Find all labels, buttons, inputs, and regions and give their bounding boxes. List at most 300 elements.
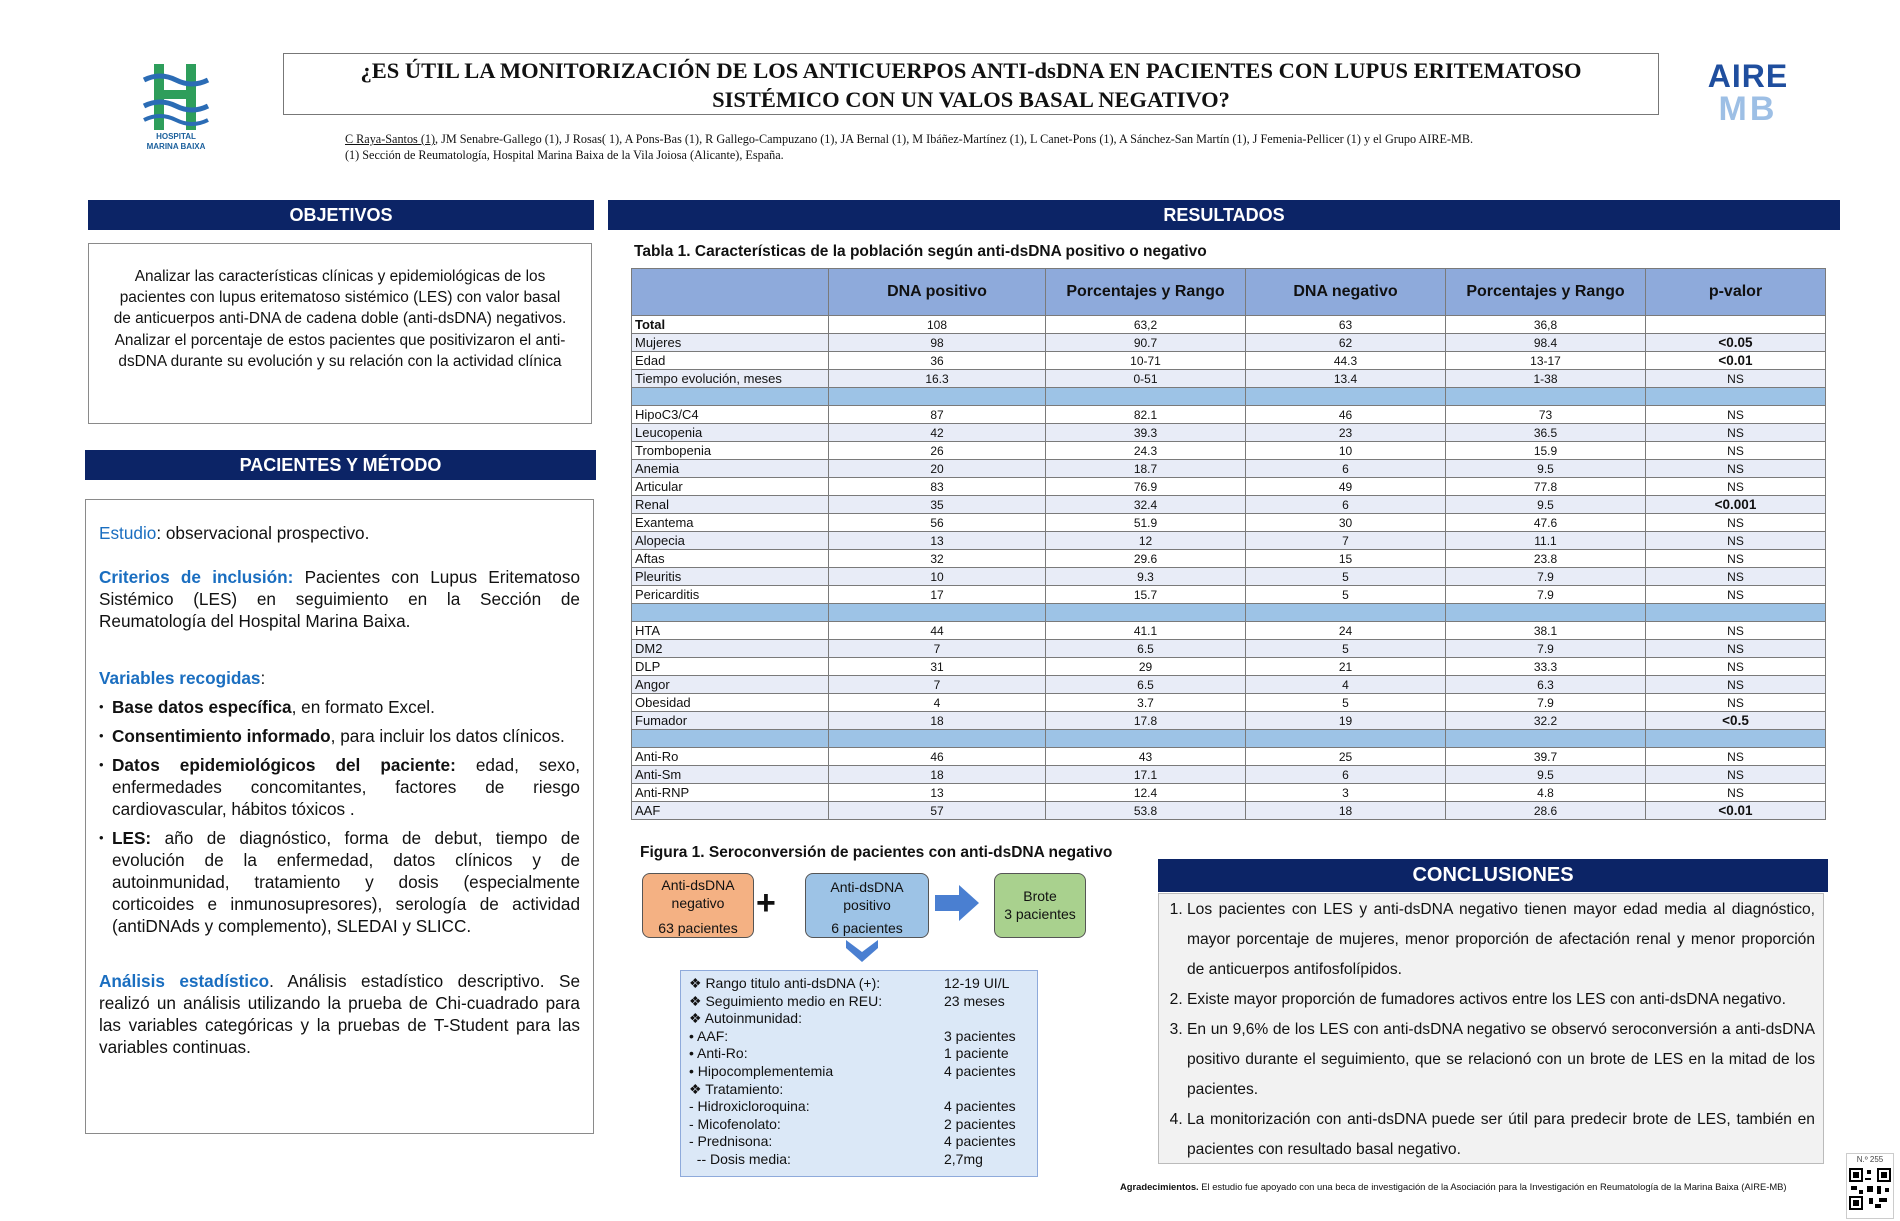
estudio-line (99, 522, 580, 544)
bullet-text: edad, sexo, enfermedades concomitantes, factores de riesgo cardiovascular, hábitos tóxicos . (112, 755, 580, 819)
table-cell: 53.8 (1046, 802, 1246, 820)
detail-row (689, 993, 1029, 1011)
detail-row (689, 1010, 1029, 1028)
detail-row (689, 1045, 1029, 1063)
table-cell: 57 (829, 802, 1046, 820)
author-first: C Raya-Santos (1) (345, 132, 436, 146)
table-cell: 31 (829, 658, 1046, 676)
table-cell: 36 (829, 352, 1046, 370)
table-cell: 23.8 (1446, 550, 1646, 568)
detail-key: - Micofenolato: (689, 1115, 781, 1132)
aire-logo-top: AIRE (1707, 58, 1789, 94)
detail-key: - Hidroxicloroquina: (689, 1098, 810, 1115)
row-label-cell: Pericarditis (632, 586, 829, 604)
table-cell: 1-38 (1446, 370, 1646, 388)
detail-value: 4 pacientes (944, 1098, 1016, 1115)
table-cell: 13 (829, 532, 1046, 550)
table-row (632, 640, 1826, 658)
table-cell: 9.3 (1046, 568, 1246, 586)
table-cell: NS (1646, 694, 1826, 712)
box-line: negativo (671, 895, 725, 911)
table-row (632, 316, 1826, 334)
table-cell: NS (1646, 424, 1826, 442)
conclusiones-panel (1158, 893, 1824, 1164)
box-line: 6 pacientes (831, 920, 903, 936)
table-cell: 36,8 (1446, 316, 1646, 334)
row-label-cell: Anti-RNP (632, 784, 829, 802)
objetivos-panel (88, 243, 592, 424)
table-row (632, 442, 1826, 460)
row-label-cell: Total (632, 316, 829, 334)
poster-number: N.º 255 (1856, 1155, 1884, 1164)
column-header: DNA positivo (829, 269, 1046, 316)
table-cell: 4.8 (1446, 784, 1646, 802)
box-brote (994, 873, 1086, 938)
table-cell: 29 (1046, 658, 1246, 676)
row-label-cell: Anemia (632, 460, 829, 478)
table-cell: 76.9 (1046, 478, 1246, 496)
box-line: Brote (1023, 888, 1057, 904)
table-cell: 7 (1246, 532, 1446, 550)
poster-title (283, 53, 1659, 115)
table-cell: 90.7 (1046, 334, 1246, 352)
table-cell: 108 (829, 316, 1046, 334)
table-cell: NS (1646, 370, 1826, 388)
table-cell: 4 (829, 694, 1046, 712)
table-row (632, 586, 1826, 604)
table-cell: 7.9 (1446, 694, 1646, 712)
detail-value: 4 pacientes (944, 1062, 1016, 1079)
variables-colon: : (260, 668, 266, 688)
row-label-cell: Edad (632, 352, 829, 370)
detail-value: 12-19 UI/L (944, 975, 1010, 991)
detail-key: -- Dosis media: (689, 1150, 791, 1167)
qr-badge (1846, 1153, 1894, 1219)
variables-heading (99, 667, 580, 689)
detail-row (689, 1133, 1029, 1151)
column-header: Porcentajes y Rango (1046, 269, 1246, 316)
row-label-cell: DLP (632, 658, 829, 676)
table-cell (829, 730, 1046, 748)
criterios-label: Criterios de inclusión: (99, 567, 294, 587)
table-cell (1046, 604, 1246, 622)
table-cell: 36.5 (1446, 424, 1646, 442)
table-row (632, 784, 1826, 802)
table-cell: 63,2 (1046, 316, 1246, 334)
variables-label: Variables recogidas (99, 668, 261, 688)
acknowledgements (1120, 1181, 1840, 1192)
table-cell: 28.6 (1446, 802, 1646, 820)
table-caption: Tabla 1. Características de la población según anti-dsDNA positivo o negativo (634, 243, 1207, 260)
table-cell: 98.4 (1446, 334, 1646, 352)
table-cell: 44.3 (1246, 352, 1446, 370)
detail-row (689, 1063, 1029, 1081)
table-cell: NS (1646, 442, 1826, 460)
table-separator-row (632, 388, 1826, 406)
table-row (632, 406, 1826, 424)
table-cell: NS (1646, 550, 1826, 568)
table-cell (1246, 730, 1446, 748)
detail-value: 1 paciente (944, 1045, 1009, 1062)
authors (345, 131, 1645, 163)
table-separator-row (632, 604, 1826, 622)
estudio-text: : observacional prospectivo. (156, 523, 370, 543)
table-cell: 9.5 (1446, 766, 1646, 784)
table-cell: 6 (1246, 766, 1446, 784)
table-cell: 10-71 (1046, 352, 1246, 370)
table-cell: 44 (829, 622, 1046, 640)
conclusion-item: 1. Los pacientes con LES y anti-dsDNA negativo tienen mayor edad media al diagnóstico, mayor porcentaje de mujeres, menor proporción de afectación renal y menor proporción de anticuerpos antifosfolípidos. (1187, 895, 1815, 985)
conclusion-item: 4. La monitorización con anti-dsDNA puede ser útil para predecir brote de LES, también en pacientes con resultado basal negativo. (1187, 1105, 1815, 1165)
table-cell: 18 (829, 766, 1046, 784)
table-cell: 9.5 (1446, 460, 1646, 478)
table-cell: <0.001 (1646, 496, 1826, 514)
table-row (632, 460, 1826, 478)
box-anti-dsdna-negativo (642, 873, 754, 938)
detail-row (689, 1151, 1029, 1169)
table-cell: 17.1 (1046, 766, 1246, 784)
table-cell: 47.6 (1446, 514, 1646, 532)
table-cell (1246, 388, 1446, 406)
box-line: 63 pacientes (658, 920, 738, 936)
arrow-right-icon (935, 883, 979, 928)
conclusion-item: 2. Existe mayor proporción de fumadores activos entre los LES con anti-dsDNA negativo. (1187, 985, 1815, 1015)
table-cell: 46 (1246, 406, 1446, 424)
table-cell: NS (1646, 568, 1826, 586)
table-cell: NS (1646, 460, 1826, 478)
table-cell: 46 (829, 748, 1046, 766)
row-label-cell: Aftas (632, 550, 829, 568)
bullet-bold: Consentimiento informado (112, 726, 331, 746)
table-row (632, 622, 1826, 640)
detail-key: - Prednisona: (689, 1133, 773, 1150)
bullet-bold: LES: (112, 828, 152, 848)
table-cell: NS (1646, 514, 1826, 532)
row-label-cell: Angor (632, 676, 829, 694)
table-row (632, 802, 1826, 820)
figure-caption: Figura 1. Seroconversión de pacientes con anti-dsDNA negativo (640, 844, 1113, 861)
row-label-cell: Obesidad (632, 694, 829, 712)
table-cell: NS (1646, 766, 1826, 784)
bullet-text: , para incluir los datos clínicos. (330, 726, 565, 746)
detail-key: ❖ Autoinmunidad: (689, 1010, 802, 1027)
table-cell: 43 (1046, 748, 1246, 766)
table-cell: 13-17 (1446, 352, 1646, 370)
table-header-row (632, 269, 1826, 316)
row-label-cell (632, 388, 829, 406)
table-cell: 13 (829, 784, 1046, 802)
table-cell: 6.3 (1446, 676, 1646, 694)
table-cell: NS (1646, 658, 1826, 676)
table-row (632, 694, 1826, 712)
detail-key: ❖ Rango titulo anti-dsDNA (+): (689, 975, 881, 991)
box-line: positivo (843, 897, 891, 913)
table-cell: 13.4 (1246, 370, 1446, 388)
table-separator-row (632, 730, 1826, 748)
detail-value: 2,7mg (944, 1150, 983, 1167)
row-label-cell (632, 604, 829, 622)
aire-mb-logo (1700, 60, 1796, 130)
table-cell: 26 (829, 442, 1046, 460)
detail-key: ❖ Tratamiento: (689, 1080, 784, 1097)
table-cell: 18 (829, 712, 1046, 730)
detail-value: 23 meses (944, 992, 1005, 1009)
detail-key: • Hipocomplementemia (689, 1062, 834, 1079)
table-row (632, 478, 1826, 496)
table-cell: 87 (829, 406, 1046, 424)
conclusiones-list (1167, 895, 1815, 1165)
table-cell: 10 (1246, 442, 1446, 460)
detail-key: • AAF: (689, 1027, 729, 1044)
conclusion-item: 3. En un 9,6% de los LES con anti-dsDNA negativo se observó seroconversión a anti-dsDNA positivo durante el seguimiento, que se relacionó con un brote de LES en la mitad de los pacientes. (1187, 1015, 1815, 1105)
bullet-item (99, 754, 580, 820)
detail-key: • Anti-Ro: (689, 1045, 748, 1062)
table-cell (829, 604, 1046, 622)
box-line: Anti-dsDNA (661, 877, 735, 893)
hospital-logo-text: HOSPITAL MARINA BAIXA (146, 132, 206, 151)
bullet-item (99, 827, 580, 937)
table-cell: 41.1 (1046, 622, 1246, 640)
detail-value: 3 pacientes (944, 1027, 1016, 1044)
row-label-cell: AAF (632, 802, 829, 820)
table-cell: 24.3 (1046, 442, 1246, 460)
table-cell: 15.9 (1446, 442, 1646, 460)
row-label-cell: Anti-Ro (632, 748, 829, 766)
table-cell: 11.1 (1446, 532, 1646, 550)
table-cell: 7.9 (1446, 568, 1646, 586)
table-cell: 7 (829, 676, 1046, 694)
table-cell: 10 (829, 568, 1046, 586)
table-cell: 23 (1246, 424, 1446, 442)
column-header: Porcentajes y Rango (1446, 269, 1646, 316)
bullet-item (99, 725, 580, 747)
table-cell: 38.1 (1446, 622, 1646, 640)
table-cell: NS (1646, 478, 1826, 496)
bullet-item (99, 696, 580, 718)
table-body (632, 316, 1826, 820)
table-cell (1446, 604, 1646, 622)
table-cell: 0-51 (1046, 370, 1246, 388)
criterios-para (99, 566, 580, 632)
qr-code-icon (1849, 1168, 1891, 1210)
column-header-blank (632, 269, 829, 316)
table-cell: 21 (1246, 658, 1446, 676)
table-cell: 77.8 (1446, 478, 1646, 496)
table-cell: 7.9 (1446, 586, 1646, 604)
affiliation: (1) Sección de Reumatología, Hospital Marina Baixa de la Vila Joiosa (Alicante), España. (345, 148, 784, 162)
table-cell: 51.9 (1046, 514, 1246, 532)
table-cell: 98 (829, 334, 1046, 352)
table-cell: 3.7 (1046, 694, 1246, 712)
row-label-cell: Mujeres (632, 334, 829, 352)
table-row (632, 424, 1826, 442)
table-cell: 5 (1246, 568, 1446, 586)
table-cell (1246, 604, 1446, 622)
table-cell: 62 (1246, 334, 1446, 352)
table-row (632, 352, 1826, 370)
table-cell (1446, 388, 1646, 406)
objetivos-text: Analizar las características clínicas y epidemiológicas de los pacientes con lupus eritematoso sistémico (LES) con valor basal de anticuerpos anti-DNA de cadena doble (anti-dsDNA) negativos. Analizar el porcentaje de estos pacientes que positivizaron el anti-dsDNA durante su evolución y su relación con la actividad clínica (113, 268, 567, 370)
row-label-cell: Articular (632, 478, 829, 496)
table-cell: 30 (1246, 514, 1446, 532)
table-cell: 42 (829, 424, 1046, 442)
detail-row (689, 975, 1029, 993)
table-cell: 16.3 (829, 370, 1046, 388)
table-cell: NS (1646, 676, 1826, 694)
detail-value: 4 pacientes (944, 1133, 1016, 1150)
table-cell: NS (1646, 532, 1826, 550)
analisis-para (99, 970, 580, 1058)
table-cell: NS (1646, 586, 1826, 604)
table-cell: 15.7 (1046, 586, 1246, 604)
detail-key: ❖ Seguimiento medio en REU: (689, 992, 883, 1009)
bullet-bold: Base datos específica (112, 697, 292, 717)
detail-row (689, 1081, 1029, 1099)
table-row (632, 568, 1826, 586)
table-cell: NS (1646, 784, 1826, 802)
table-row (632, 748, 1826, 766)
table-row (632, 532, 1826, 550)
results-table (631, 268, 1826, 820)
table-cell: 39.3 (1046, 424, 1246, 442)
table-cell: 49 (1246, 478, 1446, 496)
table-cell: <0.5 (1646, 712, 1826, 730)
detail-row (689, 1116, 1029, 1134)
table-cell: 35 (829, 496, 1046, 514)
table-cell (829, 388, 1046, 406)
table-cell: 17 (829, 586, 1046, 604)
table-cell: 5 (1246, 640, 1446, 658)
row-label-cell: Fumador (632, 712, 829, 730)
table-cell: 17.8 (1046, 712, 1246, 730)
table-cell: 25 (1246, 748, 1446, 766)
table-cell: 6 (1246, 496, 1446, 514)
title-line-1: ¿ES ÚTIL LA MONITORIZACIÓN DE LOS ANTICUERPOS ANTI-dsDNA EN PACIENTES CON LUPUS ERITEMATOSO (360, 58, 1582, 83)
table-cell: 32.4 (1046, 496, 1246, 514)
row-label-cell: Tiempo evolución, meses (632, 370, 829, 388)
title-line-2: SISTÉMICO CON UN VALOS BASAL NEGATIVO? (712, 87, 1230, 112)
metodo-heading: PACIENTES Y MÉTODO (85, 450, 596, 480)
table-cell: 6.5 (1046, 676, 1246, 694)
seroconversion-details (680, 970, 1038, 1177)
table-cell: 5 (1246, 694, 1446, 712)
metodo-panel (85, 499, 594, 1134)
table-cell: 9.5 (1446, 496, 1646, 514)
table-cell: 82.1 (1046, 406, 1246, 424)
bullet-text: , en formato Excel. (291, 697, 435, 717)
table-row (632, 334, 1826, 352)
table-row (632, 514, 1826, 532)
column-header: p-valor (1646, 269, 1826, 316)
table-cell: 33.3 (1446, 658, 1646, 676)
table-cell: 56 (829, 514, 1046, 532)
table-cell (1046, 730, 1246, 748)
table-cell: 20 (829, 460, 1046, 478)
table-row (632, 712, 1826, 730)
box-line: Anti-dsDNA (830, 879, 904, 895)
row-label-cell (632, 730, 829, 748)
table-cell: <0.05 (1646, 334, 1826, 352)
table-cell: 32 (829, 550, 1046, 568)
analisis-text: . Análisis estadístico descriptivo. Se realizó un análisis utilizando la prueba de Chi-cuadrado para las variables categóricas y la pruebas de T-Student para las variables continuas. (99, 971, 581, 1057)
bullet-text: año de diagnóstico, forma de debut, tiempo de evolución de la enfermedad, datos clínicos y de autoinmunidad, tratamiento y dosis (especialmente corticoides e inmunosupresores), serología de actividad (antiDNAds y complemento), SLEDAI y SLICC. (112, 828, 580, 936)
table-cell (1646, 388, 1826, 406)
aire-logo-bottom: MB (1718, 90, 1778, 128)
table-cell: 32.2 (1446, 712, 1646, 730)
criterios-text: Pacientes con Lupus Eritematoso Sistémico (LES) en seguimiento en la Sección de Reumatología del Hospital Marina Baixa. (99, 567, 580, 631)
table-cell: 15 (1246, 550, 1446, 568)
table-cell: 7.9 (1446, 640, 1646, 658)
row-label-cell: Alopecia (632, 532, 829, 550)
ack-text: El estudio fue apoyado con una beca de investigación de la Asociación para la Investigación en Reumatología de la Marina Baixa (AIRE-MB) (1198, 1181, 1787, 1192)
table-cell: 63 (1246, 316, 1446, 334)
table-cell (1646, 604, 1826, 622)
table-cell: 7 (829, 640, 1046, 658)
row-label-cell: Renal (632, 496, 829, 514)
table-cell: <0.01 (1646, 802, 1826, 820)
table-cell (1646, 316, 1826, 334)
table-cell: 83 (829, 478, 1046, 496)
ack-label: Agradecimientos. (1120, 1181, 1199, 1192)
table-cell: NS (1646, 748, 1826, 766)
authors-rest: , JM Senabre-Gallego (1), J Rosas( 1), A Pons-Bas (1), R Gallego-Campuzano (1), JA Bernal (1), M Ibáñez-Martínez (1), L Canet-Pons (1), A Sánchez-San Martín (1), J Femenia-Pellicer (1) y el Grupo AIRE-MB. (435, 132, 1474, 146)
objetivos-heading: OBJETIVOS (88, 200, 594, 230)
table-cell (1046, 388, 1246, 406)
table-cell: 3 (1246, 784, 1446, 802)
table-cell: 12 (1046, 532, 1246, 550)
row-label-cell: Exantema (632, 514, 829, 532)
table-row (632, 766, 1826, 784)
conclusiones-heading: CONCLUSIONES (1158, 859, 1828, 892)
table-row (632, 550, 1826, 568)
row-label-cell: Leucopenia (632, 424, 829, 442)
bullet-bold: Datos epidemiológicos del paciente: (112, 755, 456, 775)
row-label-cell: Pleuritis (632, 568, 829, 586)
table-cell (1646, 730, 1826, 748)
table-cell: 73 (1446, 406, 1646, 424)
detail-row (689, 1098, 1029, 1116)
analisis-label: Análisis estadístico (99, 971, 270, 991)
detail-row (689, 1028, 1029, 1046)
box-line: 3 pacientes (1004, 906, 1076, 922)
column-header: DNA negativo (1246, 269, 1446, 316)
chevron-down-icon (846, 940, 878, 967)
estudio-label: Estudio (99, 523, 157, 543)
row-label-cell: HTA (632, 622, 829, 640)
row-label-cell: Trombopenia (632, 442, 829, 460)
table-cell: 18.7 (1046, 460, 1246, 478)
table-cell: 5 (1246, 586, 1446, 604)
table-row (632, 658, 1826, 676)
table-row (632, 370, 1826, 388)
detail-value: 2 pacientes (944, 1115, 1016, 1132)
table-cell: NS (1646, 406, 1826, 424)
row-label-cell: HipoC3/C4 (632, 406, 829, 424)
table-cell: 6.5 (1046, 640, 1246, 658)
resultados-heading: RESULTADOS (608, 200, 1840, 230)
table-cell: 19 (1246, 712, 1446, 730)
table-cell: NS (1646, 640, 1826, 658)
table-cell: 39.7 (1446, 748, 1646, 766)
table-cell: 24 (1246, 622, 1446, 640)
table-cell: <0.01 (1646, 352, 1826, 370)
table-row (632, 496, 1826, 514)
box-anti-dsdna-positivo (805, 873, 929, 938)
plus-icon: + (756, 884, 776, 922)
table-cell: NS (1646, 622, 1826, 640)
row-label-cell: Anti-Sm (632, 766, 829, 784)
row-label-cell: DM2 (632, 640, 829, 658)
